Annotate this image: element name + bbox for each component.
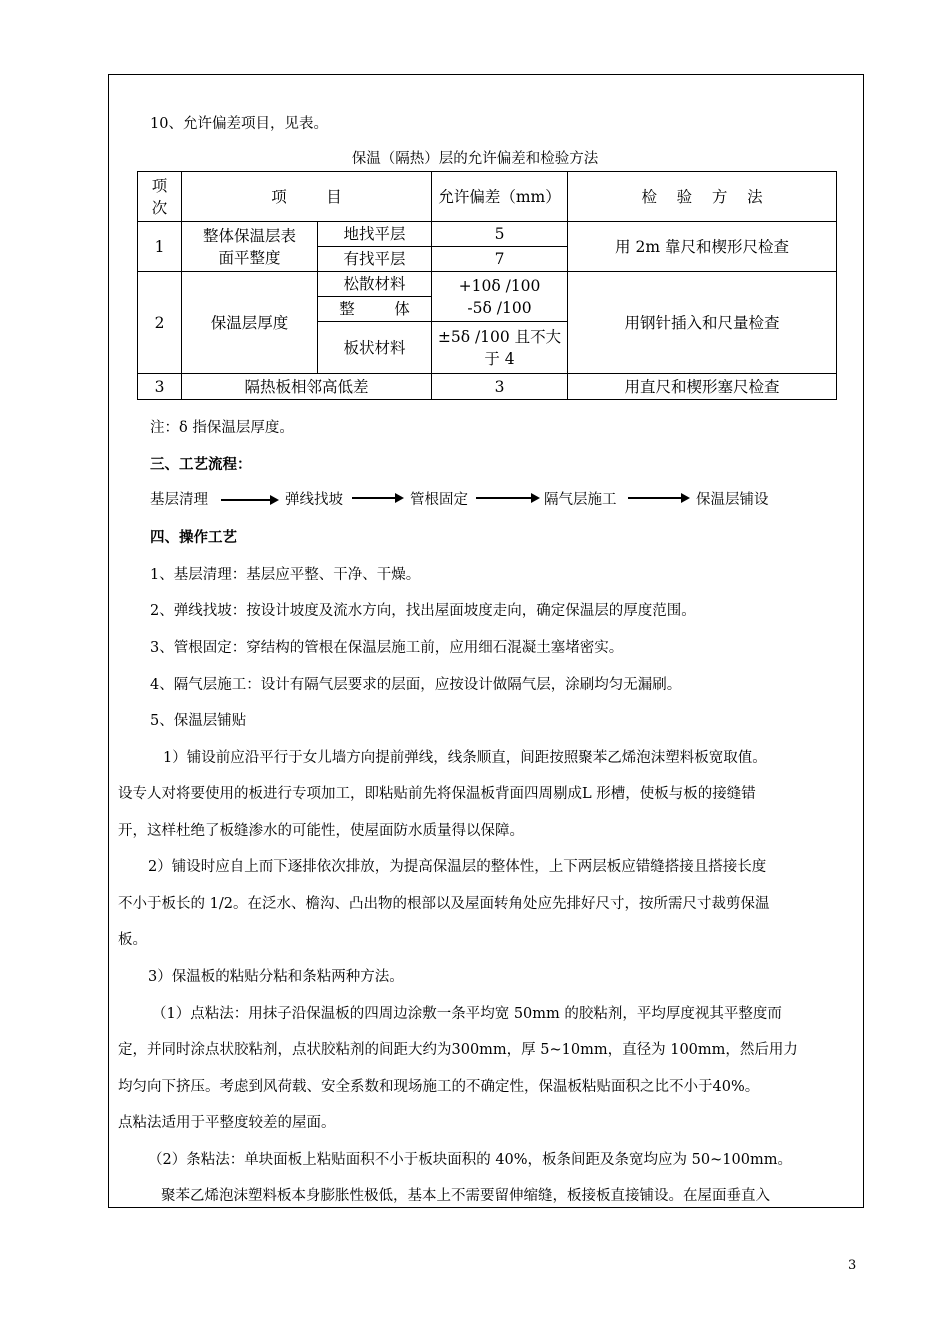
header-item: 项 目	[182, 172, 432, 222]
paragraph-5-3: 3）保温板的粘贴分粘和条粘两种方法。	[148, 969, 404, 985]
row2-tol3: ±5δ /100 且不大于 4	[432, 322, 568, 374]
paragraph-5-1-line: 设专人对将要使用的板进行专项加工，即粘贴前先将保温板背面四周剔成L 形槽，使板与板的接缝错	[118, 786, 756, 802]
row1-method: 用 2m 靠尺和楔形尺检查	[568, 222, 837, 272]
flow-step-3: 管根固定	[410, 492, 468, 508]
row3-no: 3	[138, 374, 182, 400]
flow-step-2: 弹线找坡	[285, 492, 343, 508]
flow-arrow-icon	[352, 497, 402, 499]
flow-step-5: 保温层铺设	[696, 492, 769, 508]
table-row	[138, 272, 837, 297]
header-method: 检 验 方 法	[568, 172, 837, 222]
row2-method: 用钢针插入和尺量检查	[568, 272, 837, 374]
table-header-row	[138, 172, 837, 222]
paragraph-5-2-line: 不小于板长的 1/2。在泛水、檐沟、凸出物的根部以及屋面转角处应先排好尺寸，按所需尺寸裁剪保温	[118, 896, 770, 912]
flow-arrow-icon	[221, 499, 277, 501]
paragraph-5-3-1-line: 点粘法适用于平整度较差的屋面。	[118, 1115, 336, 1131]
table-row	[138, 374, 837, 400]
flow-step-4: 隔气层施工	[544, 492, 617, 508]
paragraph-5: 5、保温层铺贴	[150, 713, 247, 729]
section-4-title: 四、操作工艺	[150, 529, 237, 546]
paragraph-4: 4、隔气层施工：设计有隔气层要求的层面，应按设计做隔气层，涂刷均匀无漏刷。	[150, 677, 682, 693]
flow-step-1: 基层清理	[150, 492, 208, 508]
paragraph-5-3-1-line: （1）点粘法：用抹子沿保温板的四周边涂敷一条平均宽 50mm 的胶粘剂，平均厚度视其平整度而	[152, 1006, 782, 1022]
row2-tol12: +10δ /100 -5δ /100	[432, 272, 568, 322]
paragraph-5-1-line: 开，这样杜绝了板缝渗水的可能性，使屋面防水质量得以保障。	[118, 823, 524, 839]
item-10-text: 10、允许偏差项目，见表。	[150, 116, 328, 132]
header-no: 项次	[138, 172, 182, 222]
row2-sub1: 松散材料	[318, 272, 432, 297]
row1-sub1: 地找平层	[318, 222, 432, 247]
paragraph-5-3-1-line: 均匀向下挤压。考虑到风荷载、安全系数和现场施工的不确定性，保温板粘贴面积之比不小于40%。	[118, 1079, 760, 1095]
row3-method: 用直尺和楔形塞尺检查	[568, 374, 837, 400]
page-number: 3	[848, 1258, 857, 1273]
table-row	[138, 222, 837, 247]
paragraph-5-2-line: 2）铺设时应自上而下逐排依次排放，为提高保温层的整体性，上下两层板应错缝搭接且搭接长度	[148, 859, 767, 875]
row3-item: 隔热板相邻高低差	[182, 374, 432, 400]
paragraph-6: 聚苯乙烯泡沫塑料板本身膨胀性极低，基本上不需要留伸缩缝，板接板直接铺设。在屋面垂直入	[161, 1188, 770, 1204]
paragraph-1: 1、基层清理：基层应平整、干净、干燥。	[150, 567, 421, 583]
paragraph-5-1-line: 1）铺设前应沿平行于女儿墙方向提前弹线，线条顺直，间距按照聚苯乙烯泡沫塑料板宽取值。	[163, 750, 767, 766]
row1-tol1: 5	[432, 222, 568, 247]
row1-no: 1	[138, 222, 182, 272]
header-tolerance: 允许偏差（mm）	[432, 172, 568, 222]
paragraph-3: 3、管根固定：穿结构的管根在保温层施工前，应用细石混凝土塞堵密实。	[150, 640, 624, 656]
row3-tol: 3	[432, 374, 568, 400]
row2-sub3: 板状材料	[318, 322, 432, 374]
tolerance-table	[137, 171, 837, 400]
table-note: 注：δ 指保温层厚度。	[150, 420, 294, 436]
table-caption: 保温（隔热）层的允许偏差和检验方法	[351, 151, 599, 167]
row1-sub2: 有找平层	[318, 247, 432, 272]
paragraph-2: 2、弹线找坡：按设计坡度及流水方向，找出屋面坡度走向，确定保温层的厚度范围。	[150, 603, 696, 619]
row1-group: 整体保温层表面平整度	[182, 222, 318, 272]
row2-no: 2	[138, 272, 182, 374]
flow-arrow-icon	[476, 497, 538, 499]
row1-tol2: 7	[432, 247, 568, 272]
paragraph-5-3-2: （2）条粘法：单块面板上粘贴面积不小于板块面积的 40%，板条间距及条宽均应为 50~100mm。	[148, 1152, 792, 1168]
row2-group: 保温层厚度	[182, 272, 318, 374]
row2-sub2: 整 体	[318, 297, 432, 322]
flow-arrow-icon	[628, 497, 688, 499]
paragraph-5-2-line: 板。	[118, 932, 147, 948]
section-3-title: 三、工艺流程：	[150, 456, 252, 473]
paragraph-5-3-1-line: 定，并同时涂点状胶粘剂，点状胶粘剂的间距大约为300mm，厚 5~10mm，直径为 100mm，然后用力	[118, 1042, 798, 1058]
